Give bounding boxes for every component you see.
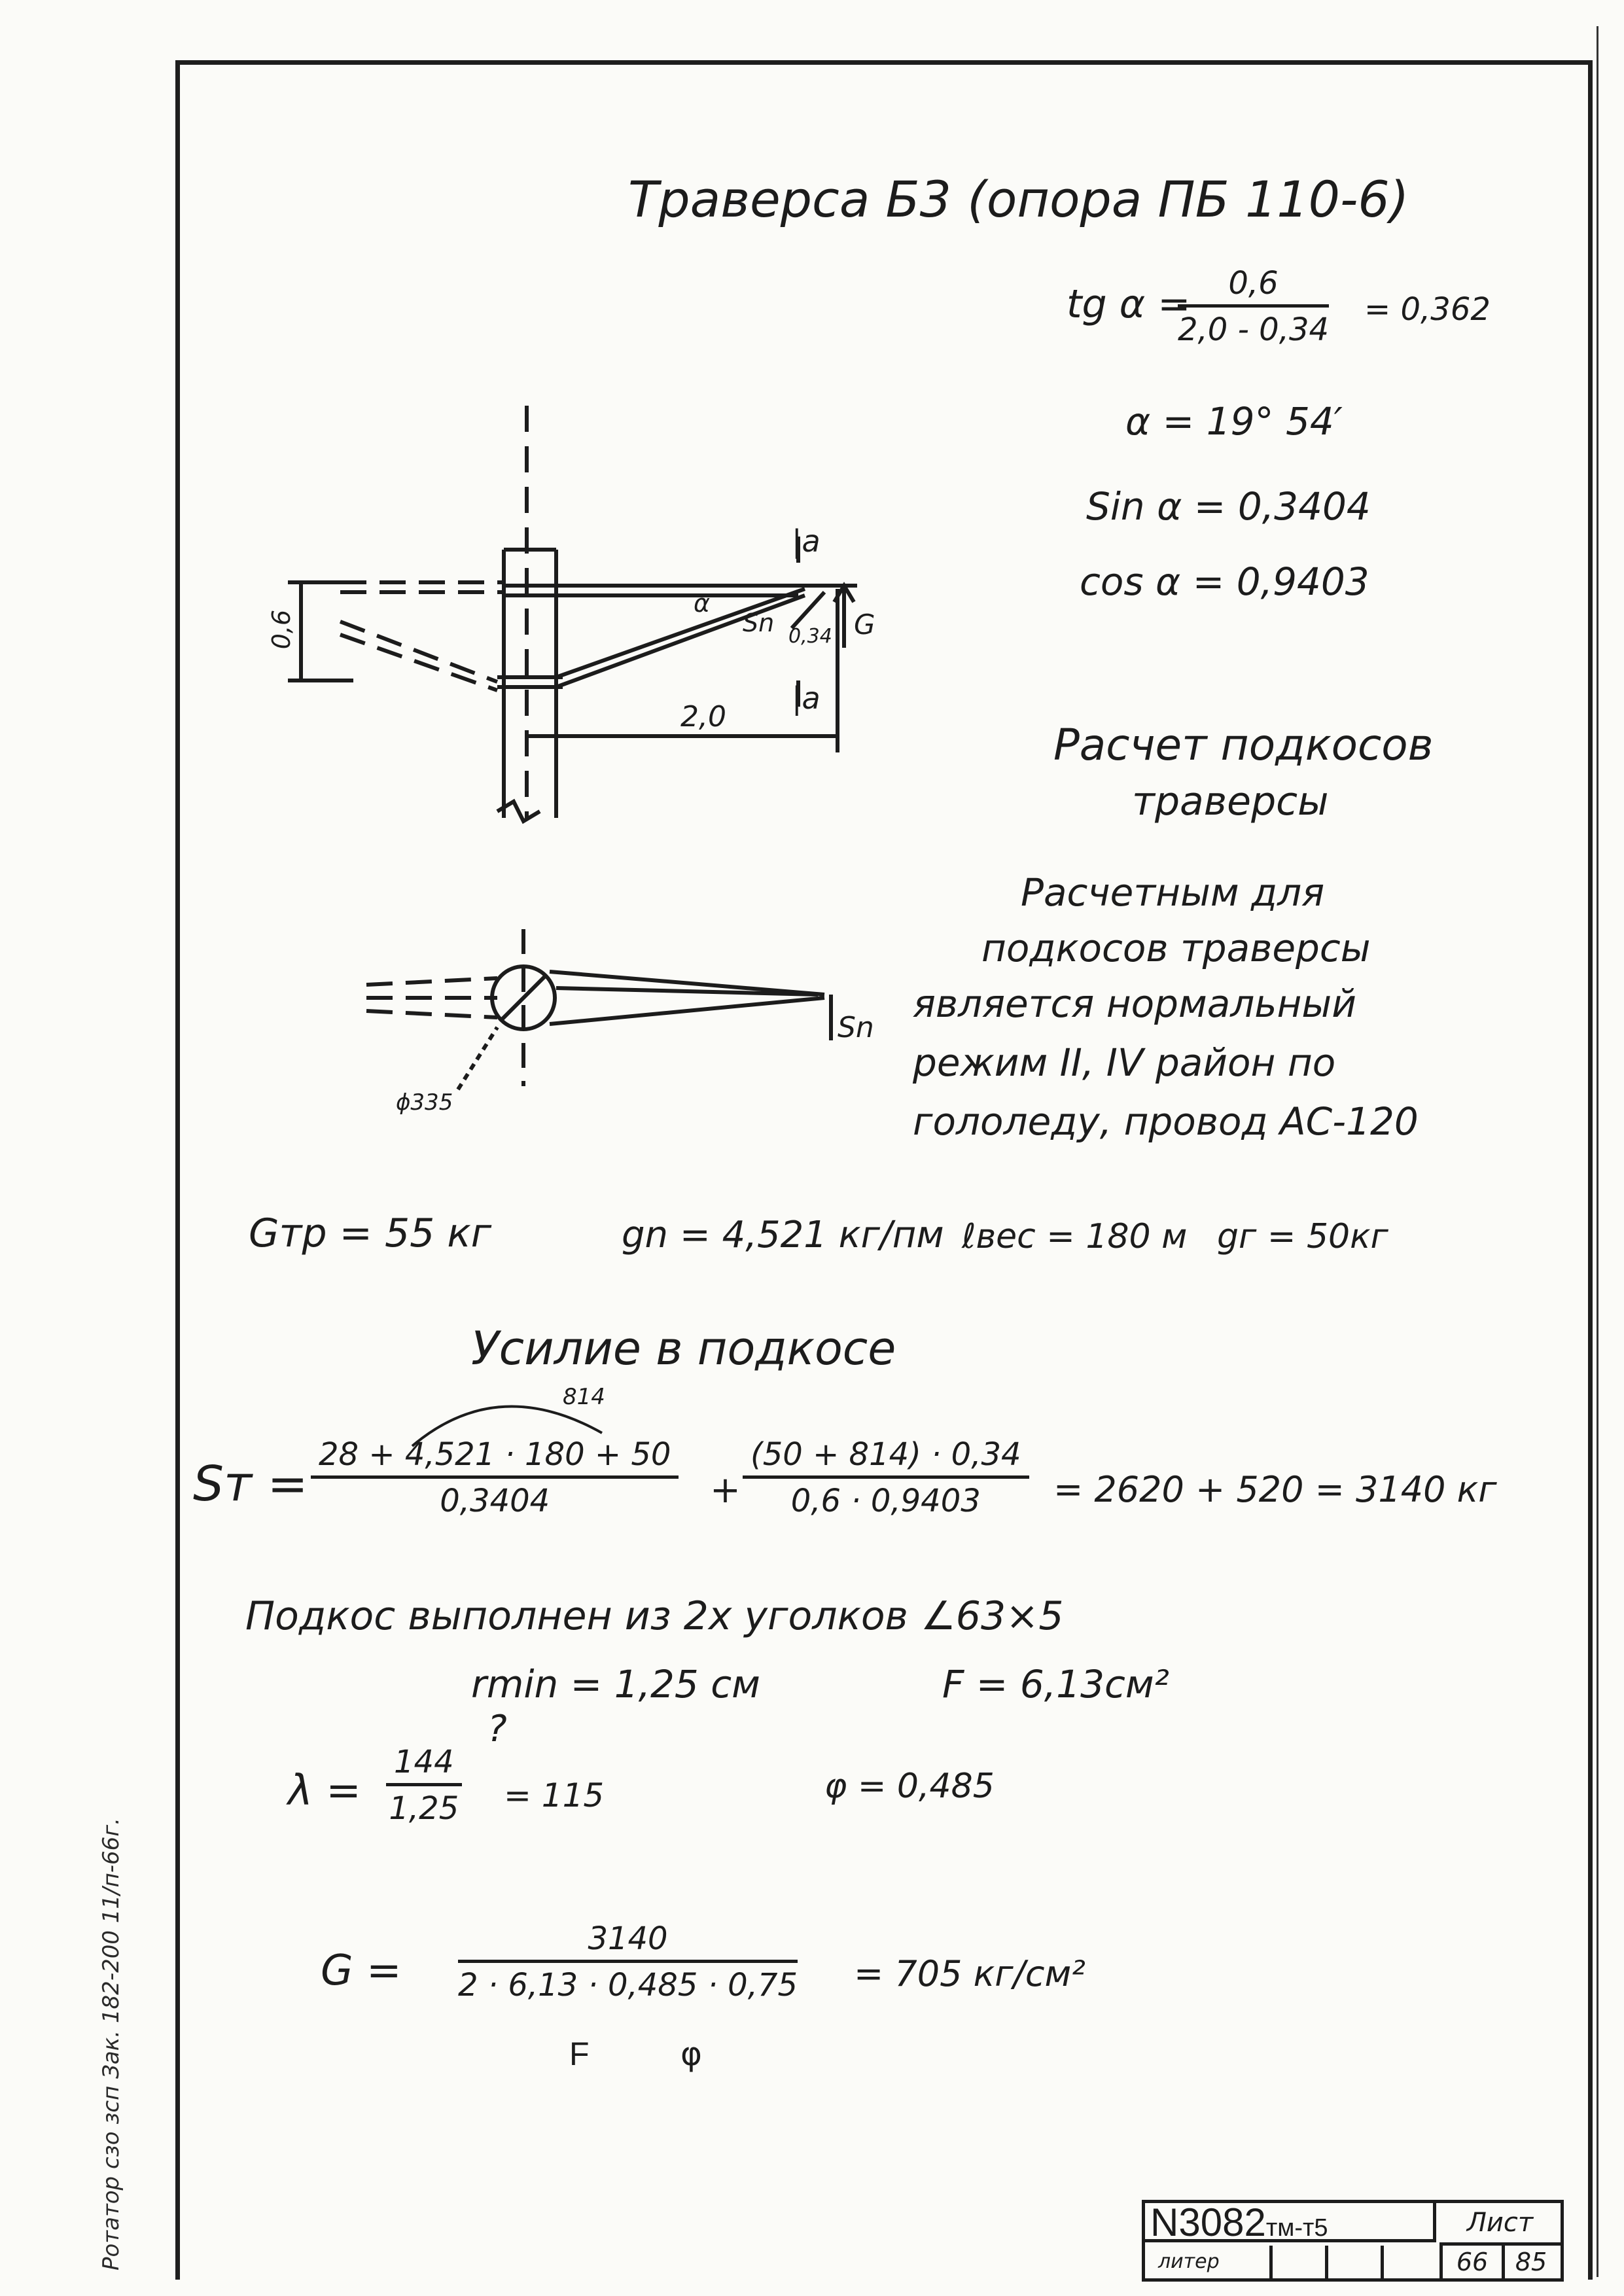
margin-note: Ротатор сзо зсп Зак. 182-200 11/п-66г.	[98, 1818, 124, 2270]
para-line-3: является нормальный	[913, 981, 1356, 1026]
stress-lhs: G =	[321, 1947, 402, 1995]
sn-label-plan: Sn	[838, 1011, 874, 1044]
alpha-value: α = 19° 54′	[1125, 399, 1343, 444]
lambda-denominator: 1,25	[389, 1790, 459, 1827]
alpha-label: α	[694, 589, 711, 618]
force-fraction-2-numerator: (50 + 814) · 0,34	[743, 1436, 1029, 1479]
lambda-question-mark: ?	[487, 1708, 507, 1750]
sin-alpha: Sin α = 0,3404	[1086, 484, 1371, 529]
strut-rmin: rmin = 1,25 см	[471, 1662, 760, 1706]
param-g-n: gn = 4,521 кг/пм	[622, 1214, 944, 1256]
section-heading-line2: траверсы	[1132, 779, 1329, 824]
dim-width-label: 2,0	[680, 700, 726, 733]
section-a-bottom: |a	[792, 680, 821, 716]
force-fraction-1	[311, 1436, 679, 1519]
strut-area: F = 6,13см²	[942, 1662, 1169, 1706]
sn-label: Sn	[743, 609, 775, 637]
drawing-code-suffix: тм-т5	[1265, 2214, 1328, 2242]
force-fraction-2-denominator: 0,6 · 0,9403	[790, 1483, 981, 1519]
lambda-lhs: λ =	[288, 1767, 361, 1815]
lambda-result: = 115	[504, 1776, 605, 1814]
section-heading-line1: Расчет подкосов	[1053, 720, 1434, 770]
param-g-tr: Gтр = 55 кг	[249, 1210, 492, 1256]
force-result: = 2620 + 520 = 3140 кг	[1053, 1469, 1497, 1510]
diameter-label: ϕ335	[396, 1089, 453, 1116]
sheet-label: Лист	[1439, 2203, 1561, 2246]
sheet-number: 66	[1439, 2246, 1505, 2278]
drawing-code-main: N3082	[1150, 2200, 1266, 2244]
force-heading: Усилие в подкосе	[471, 1322, 896, 1375]
force-annotation: 814	[563, 1384, 605, 1410]
tg-alpha-denominator: 2,0 - 0,34	[1178, 311, 1330, 348]
phi-value: φ = 0,485	[824, 1767, 995, 1806]
param-l-vec: ℓвес = 180 м	[962, 1217, 1188, 1256]
para-line-5: гололеду, провод АС-120	[913, 1099, 1419, 1144]
sheet-total: 85	[1515, 2248, 1547, 2276]
force-fraction-1-denominator: 0,3404	[440, 1483, 550, 1519]
title-block	[1142, 2200, 1564, 2282]
cos-alpha: cos α = 0,9403	[1080, 559, 1369, 604]
stress-label-phi: φ	[680, 2035, 702, 2073]
tg-alpha-numerator: 0,6	[1178, 265, 1329, 308]
para-line-4: режим II, IV район по	[913, 1040, 1336, 1085]
lambda-fraction	[386, 1744, 462, 1827]
force-lhs: Sт =	[193, 1456, 308, 1512]
dim-height-label: 0,6	[267, 609, 296, 650]
stress-result: = 705 кг/см²	[854, 1953, 1086, 1994]
lambda-numerator: 144	[386, 1744, 462, 1786]
stress-numerator: 3140	[458, 1920, 798, 1963]
drawing-code	[1145, 2200, 1436, 2244]
litera-cells	[1269, 2246, 1436, 2278]
force-plus: +	[710, 1469, 741, 1511]
page-title: Траверса Б3 (опора ПБ 110-6)	[628, 170, 1409, 228]
force-fraction-2	[743, 1436, 1029, 1519]
stress-label-f: F	[569, 2036, 590, 2072]
strut-line: Подкос выполнен из 2х уголков ∠63×5	[245, 1593, 1064, 1639]
litera-label: литер	[1158, 2250, 1220, 2273]
stress-fraction	[458, 1920, 798, 2004]
param-g-r: gг = 50кг	[1217, 1217, 1388, 1256]
para-line-1: Расчетным для	[1021, 870, 1325, 915]
section-a-top: |a	[792, 523, 821, 559]
g-load-label: G	[854, 609, 875, 641]
tg-alpha-lhs: tg α =	[1067, 281, 1191, 327]
tg-alpha-result: = 0,362	[1364, 291, 1491, 328]
force-fraction-1-numerator: 28 + 4,521 · 180 + 50	[311, 1436, 679, 1479]
stress-denominator: 2 · 6,13 · 0,485 · 0,75	[458, 1967, 798, 2004]
para-line-2: подкосов траверсы	[981, 926, 1371, 970]
offset-label: 0,34	[788, 625, 832, 648]
